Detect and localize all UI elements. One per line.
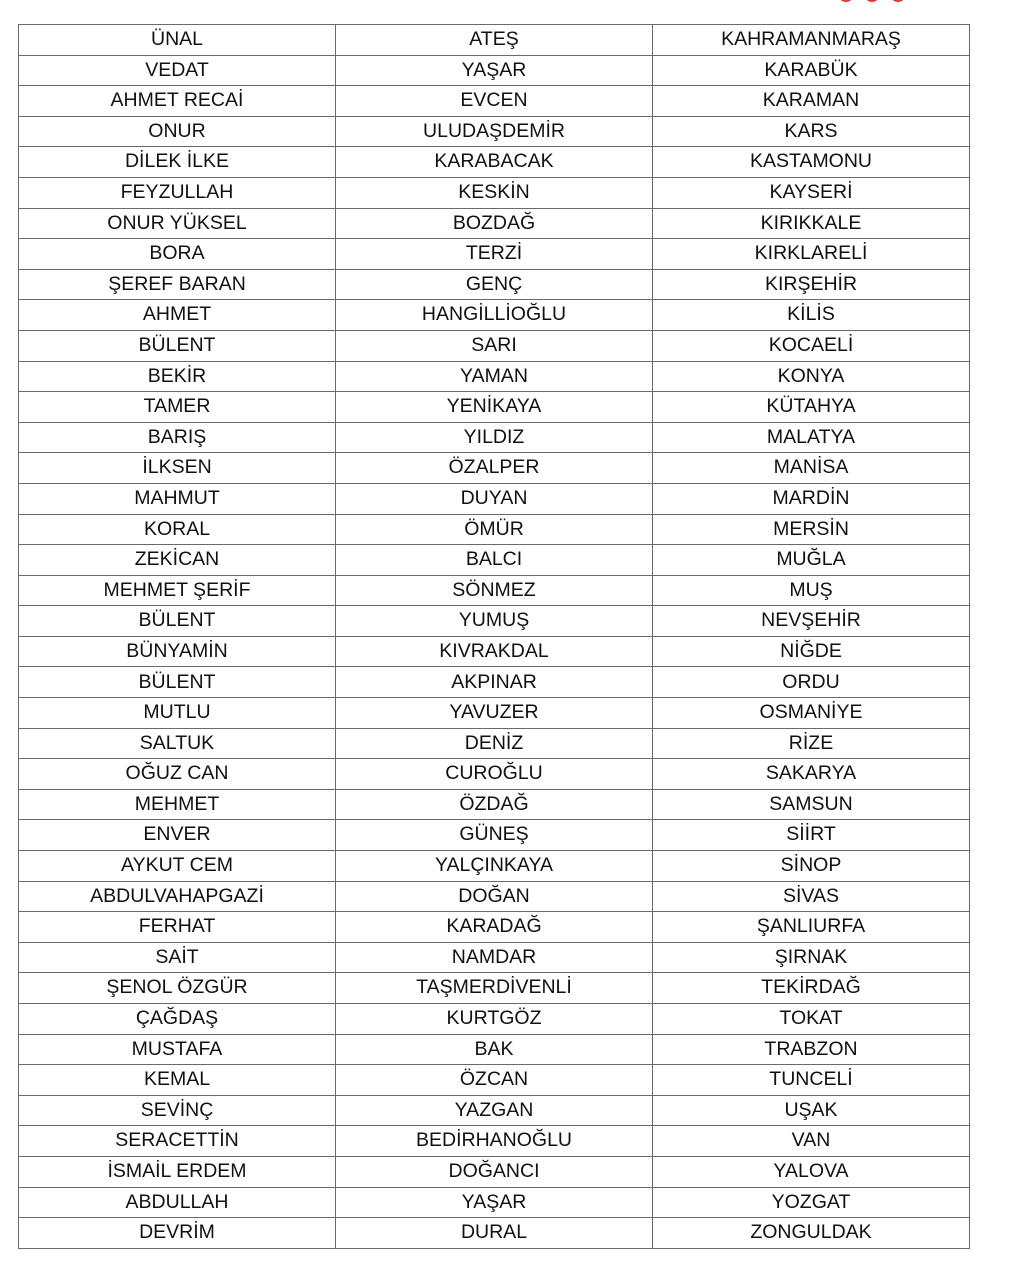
last-name-cell: YAŞAR — [336, 55, 653, 86]
province-cell: SİVAS — [653, 881, 970, 912]
first-name-cell: ABDULVAHAPGAZİ — [19, 881, 336, 912]
first-name-cell: BÜLENT — [19, 606, 336, 637]
province-cell: ORDU — [653, 667, 970, 698]
last-name-cell: YALÇINKAYA — [336, 851, 653, 882]
last-name-cell: DENİZ — [336, 728, 653, 759]
province-cell: KAHRAMANMARAŞ — [653, 25, 970, 56]
province-cell: KAYSERİ — [653, 177, 970, 208]
province-cell: TUNCELİ — [653, 1065, 970, 1096]
last-name-cell: SÖNMEZ — [336, 575, 653, 606]
province-cell: ZONGULDAK — [653, 1218, 970, 1249]
province-cell: KÜTAHYA — [653, 392, 970, 423]
last-name-cell: YENİKAYA — [336, 392, 653, 423]
province-cell: RİZE — [653, 728, 970, 759]
province-cell: KOCAELİ — [653, 330, 970, 361]
table-row — [19, 483, 970, 514]
last-name-cell: YAZGAN — [336, 1095, 653, 1126]
last-name-cell: KIVRAKDAL — [336, 636, 653, 667]
table-row — [19, 1095, 970, 1126]
first-name-cell: ÇAĞDAŞ — [19, 1004, 336, 1035]
province-cell: YALOVA — [653, 1156, 970, 1187]
province-cell: KARABÜK — [653, 55, 970, 86]
first-name-cell: BÜLENT — [19, 667, 336, 698]
first-name-cell: ÜNAL — [19, 25, 336, 56]
province-cell: YOZGAT — [653, 1187, 970, 1218]
first-name-cell: ZEKİCAN — [19, 545, 336, 576]
first-name-cell: AHMET RECAİ — [19, 86, 336, 117]
table-row — [19, 55, 970, 86]
province-cell: SİNOP — [653, 851, 970, 882]
first-name-cell: İLKSEN — [19, 453, 336, 484]
province-cell: KIRŞEHİR — [653, 269, 970, 300]
last-name-cell: SARI — [336, 330, 653, 361]
province-cell: SAMSUN — [653, 789, 970, 820]
last-name-cell: TERZİ — [336, 239, 653, 270]
last-name-cell: YAVUZER — [336, 698, 653, 729]
table-row — [19, 116, 970, 147]
province-cell: MUĞLA — [653, 545, 970, 576]
province-cell: KIRIKKALE — [653, 208, 970, 239]
province-cell: KONYA — [653, 361, 970, 392]
table-row — [19, 636, 970, 667]
table-row — [19, 1126, 970, 1157]
first-name-cell: SALTUK — [19, 728, 336, 759]
first-name-cell: SAİT — [19, 942, 336, 973]
first-name-cell: BEKİR — [19, 361, 336, 392]
table-row — [19, 300, 970, 331]
last-name-cell: BOZDAĞ — [336, 208, 653, 239]
first-name-cell: ABDULLAH — [19, 1187, 336, 1218]
first-name-cell: KEMAL — [19, 1065, 336, 1096]
last-name-cell: KARABACAK — [336, 147, 653, 178]
province-cell: ŞANLIURFA — [653, 912, 970, 943]
last-name-cell: CUROĞLU — [336, 759, 653, 790]
first-name-cell: MUSTAFA — [19, 1034, 336, 1065]
province-cell: MALATYA — [653, 422, 970, 453]
table-row — [19, 177, 970, 208]
table-row — [19, 881, 970, 912]
table-row — [19, 25, 970, 56]
province-cell: SAKARYA — [653, 759, 970, 790]
first-name-cell: ONUR YÜKSEL — [19, 208, 336, 239]
first-name-cell: ŞENOL ÖZGÜR — [19, 973, 336, 1004]
province-cell: UŞAK — [653, 1095, 970, 1126]
last-name-cell: GENÇ — [336, 269, 653, 300]
table-row — [19, 759, 970, 790]
first-name-cell: DİLEK İLKE — [19, 147, 336, 178]
table-row — [19, 942, 970, 973]
table-row — [19, 1218, 970, 1249]
last-name-cell: YILDIZ — [336, 422, 653, 453]
province-cell: KARAMAN — [653, 86, 970, 117]
table-row — [19, 606, 970, 637]
province-cell: KARS — [653, 116, 970, 147]
table-row — [19, 1004, 970, 1035]
table-body — [19, 25, 970, 1249]
first-name-cell: MUTLU — [19, 698, 336, 729]
last-name-cell: YUMUŞ — [336, 606, 653, 637]
table-row — [19, 973, 970, 1004]
province-cell: TEKİRDAĞ — [653, 973, 970, 1004]
last-name-cell: KESKİN — [336, 177, 653, 208]
table-row — [19, 789, 970, 820]
province-cell: MANİSA — [653, 453, 970, 484]
table-row — [19, 392, 970, 423]
last-name-cell: BEDİRHANOĞLU — [336, 1126, 653, 1157]
province-cell: VAN — [653, 1126, 970, 1157]
last-name-cell: BAK — [336, 1034, 653, 1065]
table-row — [19, 912, 970, 943]
province-cell: NEVŞEHİR — [653, 606, 970, 637]
last-name-cell: ÖMÜR — [336, 514, 653, 545]
province-cell: NİĞDE — [653, 636, 970, 667]
table-row — [19, 208, 970, 239]
province-cell: SİİRT — [653, 820, 970, 851]
first-name-cell: TAMER — [19, 392, 336, 423]
last-name-cell: BALCI — [336, 545, 653, 576]
first-name-cell: AYKUT CEM — [19, 851, 336, 882]
table-row — [19, 575, 970, 606]
table-row — [19, 545, 970, 576]
table-row — [19, 698, 970, 729]
last-name-cell: TAŞMERDİVENLİ — [336, 973, 653, 1004]
province-cell: MUŞ — [653, 575, 970, 606]
table-row — [19, 667, 970, 698]
first-name-cell: FERHAT — [19, 912, 336, 943]
first-name-cell: AHMET — [19, 300, 336, 331]
table-row — [19, 330, 970, 361]
first-name-cell: BÜNYAMİN — [19, 636, 336, 667]
first-name-cell: MAHMUT — [19, 483, 336, 514]
table-row — [19, 422, 970, 453]
first-name-cell: İSMAİL ERDEM — [19, 1156, 336, 1187]
last-name-cell: ATEŞ — [336, 25, 653, 56]
last-name-cell: AKPINAR — [336, 667, 653, 698]
province-cell: ŞIRNAK — [653, 942, 970, 973]
logo-shape — [838, 0, 854, 2]
first-name-cell: DEVRİM — [19, 1218, 336, 1249]
table-row — [19, 1065, 970, 1096]
logo-fragment — [838, 0, 918, 2]
table-row — [19, 1156, 970, 1187]
last-name-cell: DOĞANCI — [336, 1156, 653, 1187]
candidate-table — [18, 24, 970, 1249]
table-row — [19, 820, 970, 851]
table-row — [19, 269, 970, 300]
first-name-cell: BARIŞ — [19, 422, 336, 453]
province-cell: MARDİN — [653, 483, 970, 514]
province-cell: KASTAMONU — [653, 147, 970, 178]
table-row — [19, 851, 970, 882]
table-row — [19, 147, 970, 178]
table-row — [19, 239, 970, 270]
last-name-cell: KURTGÖZ — [336, 1004, 653, 1035]
province-cell: TOKAT — [653, 1004, 970, 1035]
first-name-cell: BORA — [19, 239, 336, 270]
table-row — [19, 1187, 970, 1218]
first-name-cell: BÜLENT — [19, 330, 336, 361]
last-name-cell: ÖZALPER — [336, 453, 653, 484]
first-name-cell: SEVİNÇ — [19, 1095, 336, 1126]
last-name-cell: HANGİLLİOĞLU — [336, 300, 653, 331]
first-name-cell: FEYZULLAH — [19, 177, 336, 208]
table-row — [19, 453, 970, 484]
first-name-cell: ONUR — [19, 116, 336, 147]
last-name-cell: YAŞAR — [336, 1187, 653, 1218]
last-name-cell: DUYAN — [336, 483, 653, 514]
first-name-cell: OĞUZ CAN — [19, 759, 336, 790]
last-name-cell: KARADAĞ — [336, 912, 653, 943]
first-name-cell: VEDAT — [19, 55, 336, 86]
last-name-cell: DURAL — [336, 1218, 653, 1249]
first-name-cell: SERACETTİN — [19, 1126, 336, 1157]
last-name-cell: GÜNEŞ — [336, 820, 653, 851]
last-name-cell: EVCEN — [336, 86, 653, 117]
province-cell: TRABZON — [653, 1034, 970, 1065]
first-name-cell: ENVER — [19, 820, 336, 851]
first-name-cell: MEHMET ŞERİF — [19, 575, 336, 606]
last-name-cell: DOĞAN — [336, 881, 653, 912]
table-row — [19, 361, 970, 392]
last-name-cell: ÖZDAĞ — [336, 789, 653, 820]
first-name-cell: ŞEREF BARAN — [19, 269, 336, 300]
last-name-cell: ULUDAŞDEMİR — [336, 116, 653, 147]
table-row — [19, 728, 970, 759]
province-cell: KIRKLARELİ — [653, 239, 970, 270]
last-name-cell: NAMDAR — [336, 942, 653, 973]
last-name-cell: ÖZCAN — [336, 1065, 653, 1096]
province-cell: OSMANİYE — [653, 698, 970, 729]
table-row — [19, 1034, 970, 1065]
province-cell: MERSİN — [653, 514, 970, 545]
table-row — [19, 86, 970, 117]
province-cell: KİLİS — [653, 300, 970, 331]
table-row — [19, 514, 970, 545]
first-name-cell: MEHMET — [19, 789, 336, 820]
logo-shape — [864, 0, 880, 2]
logo-shape — [890, 0, 906, 2]
last-name-cell: YAMAN — [336, 361, 653, 392]
first-name-cell: KORAL — [19, 514, 336, 545]
